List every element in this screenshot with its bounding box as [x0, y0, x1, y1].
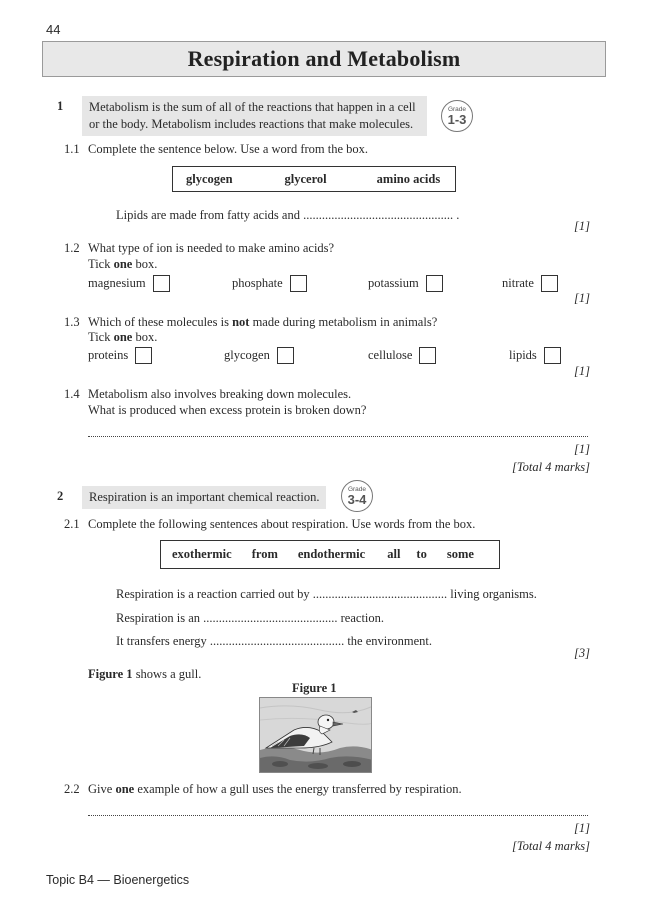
- question-1-3-number: 1.3: [64, 315, 80, 329]
- word-option: from: [251, 547, 278, 561]
- question-1-1-number: 1.1: [64, 142, 80, 156]
- page-footer: Topic B4 — Bioenergetics: [46, 873, 190, 887]
- question-2-1-sentence-2: Respiration is an ........................................... reaction.: [116, 611, 385, 625]
- question-1-1-prompt: Complete the sentence below. Use a word from the box.: [88, 142, 369, 156]
- grade-range: 1-3: [447, 112, 467, 127]
- question-2-1-marks: [3]: [574, 646, 590, 660]
- grade-badge-icon: [441, 100, 473, 132]
- tick-box[interactable]: [290, 275, 307, 292]
- word-option: some: [446, 547, 474, 561]
- question-2-1-prompt: Complete the following sentences about respiration. Use words from the box.: [88, 517, 476, 531]
- option-label: nitrate: [502, 276, 534, 290]
- option-glycogen[interactable]: [224, 347, 294, 364]
- option-phosphate[interactable]: [232, 275, 307, 292]
- option-nitrate[interactable]: [502, 275, 558, 292]
- option-label: cellulose: [368, 348, 413, 362]
- question-2-2-prompt: Give one example of how a gull uses the energy transferred by respiration.: [88, 782, 462, 796]
- question-2-2-number: 2.2: [64, 782, 80, 796]
- question-2-number: 2: [57, 489, 64, 503]
- question-2-intro: Respiration is an important chemical reaction.: [82, 486, 326, 509]
- option-label: proteins: [88, 348, 129, 362]
- word-option: all: [387, 547, 401, 561]
- option-potassium[interactable]: [368, 275, 443, 292]
- question-1-total: [Total 4 marks]: [511, 460, 590, 474]
- answer-line[interactable]: [88, 815, 588, 816]
- word-option: exothermic: [172, 547, 232, 561]
- question-1-1-word-box: [172, 166, 456, 192]
- page-number: 44: [46, 22, 61, 37]
- tick-box[interactable]: [426, 275, 443, 292]
- grade-range: 3-4: [347, 492, 367, 507]
- question-1-intro-line-2: or the body. Metabolism includes reactions that make molecules.: [89, 117, 414, 131]
- tick-box[interactable]: [541, 275, 558, 292]
- question-1-1-sentence: Lipids are made from fatty acids and ................................................ .: [116, 208, 460, 222]
- option-label: magnesium: [88, 276, 146, 290]
- question-2-2-marks: [1]: [574, 821, 590, 835]
- question-1-4-prompt-line-1: Metabolism also involves breaking down molecules.: [88, 387, 352, 401]
- figure-caption: Figure 1: [292, 681, 337, 695]
- question-1-1-marks: [1]: [574, 219, 590, 233]
- word-option: glycogen: [186, 171, 233, 186]
- gull-illustration: [259, 697, 372, 773]
- answer-line[interactable]: [88, 436, 588, 437]
- option-label: phosphate: [232, 276, 283, 290]
- tick-box[interactable]: [277, 347, 294, 364]
- question-1-3-instruction: Tick one box.: [88, 330, 158, 344]
- word-option: amino acids: [376, 171, 441, 186]
- question-1-2-marks: [1]: [574, 291, 590, 305]
- question-1-intro: [82, 96, 427, 136]
- question-1-2-instruction: Tick one box.: [88, 257, 158, 271]
- question-2-1-word-box: [160, 540, 500, 569]
- tick-box[interactable]: [135, 347, 152, 364]
- word-option: glycerol: [284, 171, 327, 186]
- grade-badge-icon: [341, 480, 373, 512]
- question-1-4-prompt-line-2: What is produced when excess protein is broken down?: [88, 403, 367, 417]
- page-title: Respiration and Metabolism: [42, 41, 606, 77]
- option-magnesium[interactable]: [88, 275, 170, 292]
- question-1-3-prompt: Which of these molecules is not made during metabolism in animals?: [88, 315, 438, 329]
- question-1-number: 1: [57, 99, 64, 113]
- question-2-1-sentence-3: It transfers energy ........................................... the environment.: [116, 634, 433, 648]
- option-proteins[interactable]: [88, 347, 152, 364]
- word-option: endothermic: [297, 547, 366, 561]
- option-lipids[interactable]: [509, 347, 561, 364]
- question-1-3-marks: [1]: [574, 364, 590, 378]
- tick-box[interactable]: [153, 275, 170, 292]
- question-1-4-marks: [1]: [574, 442, 590, 456]
- grade-label: Grade: [347, 486, 367, 493]
- question-2-1-number: 2.1: [64, 517, 80, 531]
- option-label: potassium: [368, 276, 419, 290]
- grade-label: Grade: [447, 106, 467, 113]
- figure-reference: Figure 1 shows a gull.: [88, 667, 202, 681]
- word-option: to: [416, 547, 427, 561]
- question-1-2-number: 1.2: [64, 241, 80, 255]
- option-cellulose[interactable]: [368, 347, 436, 364]
- option-label: glycogen: [224, 348, 270, 362]
- question-1-4-number: 1.4: [64, 387, 80, 401]
- option-label: lipids: [509, 348, 537, 362]
- question-1-2-prompt: What type of ion is needed to make amino acids?: [88, 241, 335, 255]
- tick-box[interactable]: [544, 347, 561, 364]
- tick-box[interactable]: [419, 347, 436, 364]
- question-1-intro-line-1: Metabolism is the sum of all of the reactions that happen in a cell: [89, 100, 416, 114]
- question-2-1-sentence-1: Respiration is a reaction carried out by ........................................... living organisms.: [116, 587, 537, 601]
- question-2-total: [Total 4 marks]: [511, 839, 590, 853]
